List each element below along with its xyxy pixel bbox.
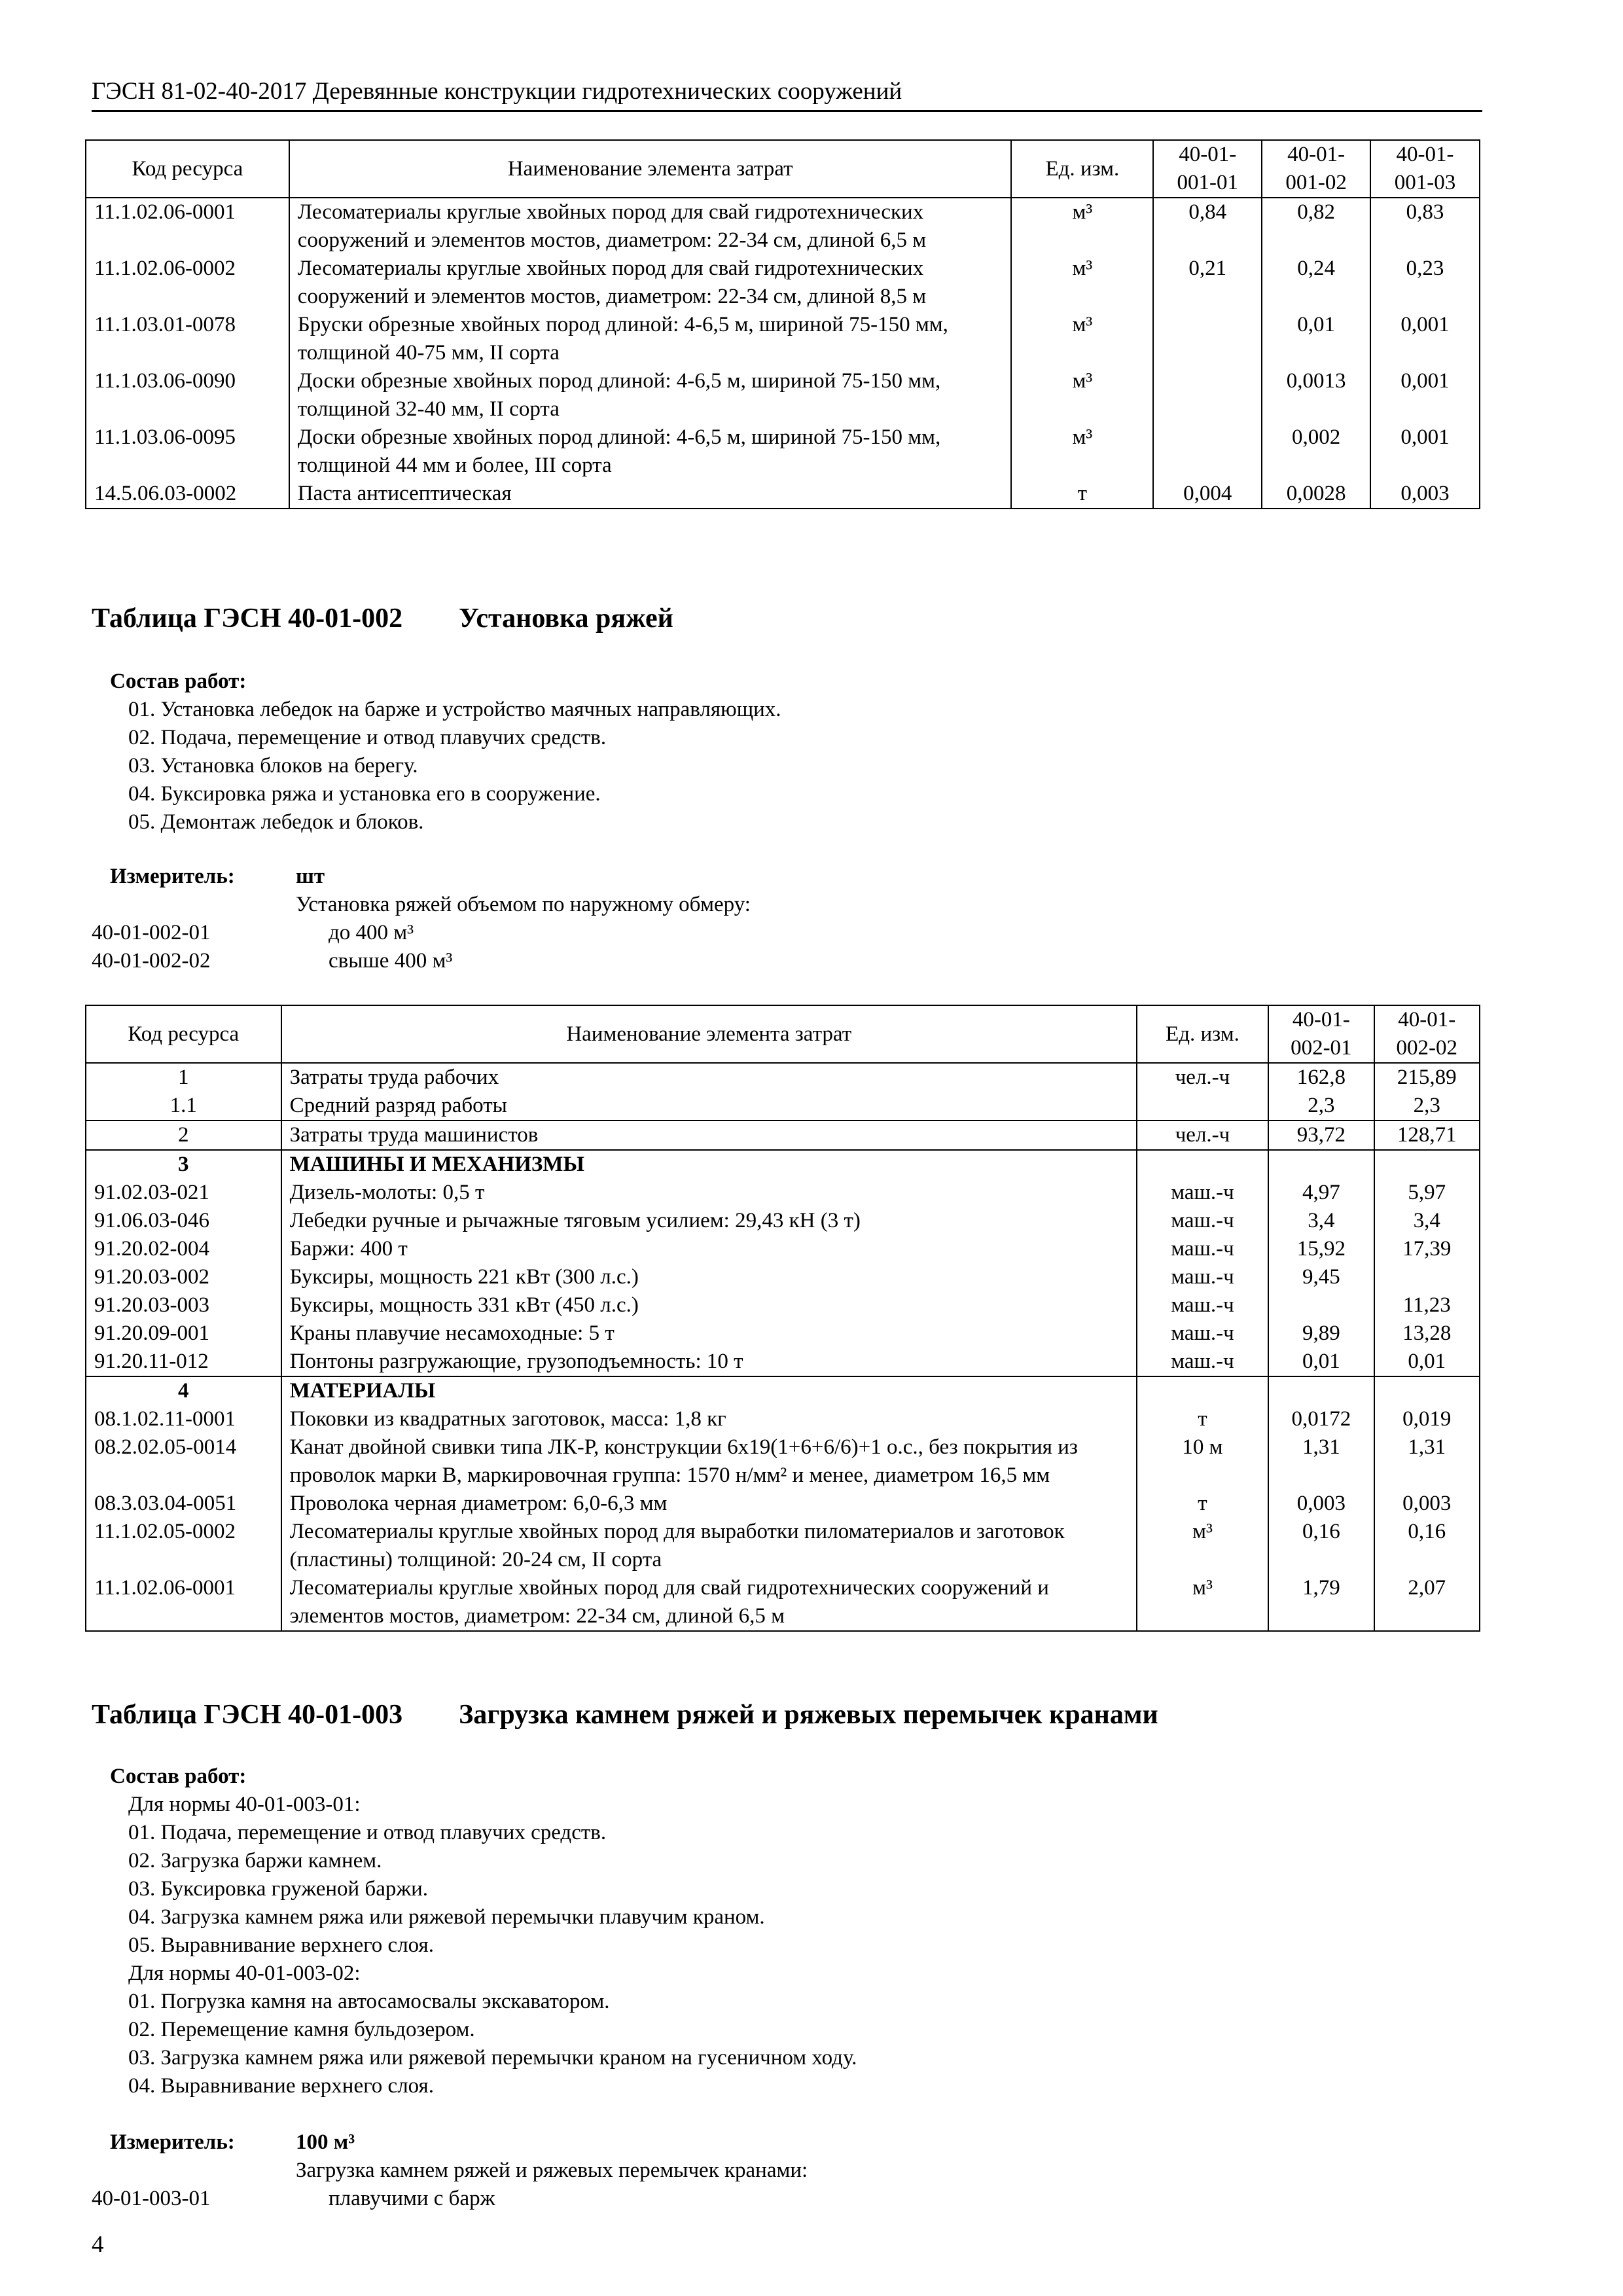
cell-value: 0,82 [1262,198,1370,255]
cell-code: 91.20.11-012 [86,1348,281,1376]
norm-line [92,919,1073,947]
cell-value: 0,019 [1374,1405,1480,1433]
cell-code: 08.2.02.05-0014 [86,1433,281,1490]
work-step: 05. Демонтаж лебедок и блоков. [128,810,424,834]
header-norm-col: 40-01- 002-02 [1374,1005,1480,1063]
work-step: 01. Подача, перемещение и отвод плавучих средств. [128,1821,607,1844]
meter-description: Загрузка камнем ряжей и ряжевых перемычек кранами: [296,2159,808,2182]
cell-code: 14.5.06.03-0002 [86,480,289,509]
cell-value: 0,004 [1153,480,1262,509]
cell-value: 5,97 [1374,1179,1480,1207]
table-row [86,1263,1480,1291]
cell-name: Доски обрезные хвойных пород длиной: 4-6,5 м, шириной 75-150 мм, толщиной 32-40 мм, II сорта [289,367,1012,423]
cell-code: 08.3.03.04-0051 [86,1490,281,1518]
cell-code: 91.06.03-046 [86,1207,281,1235]
cell-name: Буксиры, мощность 331 кВт (450 л.с.) [281,1291,1137,1319]
cell-value: 11,23 [1374,1291,1480,1319]
header-norm-col: 40-01- 001-01 [1153,140,1262,198]
row-group [86,1063,1480,1121]
cell-code: 11.1.03.01-0078 [86,311,289,367]
cell-code: 1 [86,1063,281,1092]
work-step: 04. Загрузка камнем ряжа или ряжевой перемычки плавучим краном. [128,1905,765,1929]
cell-unit: т [1011,480,1153,509]
cell-unit: маш.-ч [1137,1291,1268,1319]
cell-name: Дизель-молоты: 0,5 т [281,1179,1137,1207]
cell-value: 13,28 [1374,1319,1480,1348]
cell-unit: м³ [1137,1518,1268,1574]
work-step: 01. Погрузка камня на автосамосвалы экскаватором. [128,1990,610,2013]
cell-value: 1,31 [1374,1433,1480,1490]
table-row [86,1063,1480,1092]
cell-value: 93,72 [1268,1121,1374,1150]
cell-name: Лесоматериалы круглые хвойных пород для свай гидротехнических сооружений и элементов мостов, диаметром: 22-34 см, длиной 6,5 м [289,198,1012,255]
norm-text: свыше 400 м³ [329,949,453,973]
works-title: Состав работ: [110,670,247,693]
cell-value: 0,003 [1370,480,1480,509]
cell-value: 0,001 [1370,367,1480,423]
cell-name: Лесоматериалы круглые хвойных пород для свай гидротехнических сооружений и элементов мостов, диаметром: 22-34 см, длиной 6,5 м [281,1574,1137,1631]
cell-unit: маш.-ч [1137,1179,1268,1207]
page-header: ГЭСН 81-02-40-2017 Деревянные конструкции гидротехнических сооружений [92,77,1482,112]
meter-description: Установка ряжей объемом по наружному обмеру: [296,893,751,916]
row-group [86,1376,1480,1631]
cell-value: 0,003 [1268,1490,1374,1518]
meter-value: шт [296,865,325,888]
table-row [86,423,1480,480]
table-row [86,1376,1480,1405]
cell-value: 1,79 [1268,1574,1374,1631]
table-row [86,1518,1480,1574]
table-header-row [86,1005,1480,1063]
table-row [86,1121,1480,1150]
works-list-002 [110,668,781,836]
cell-code: 4 [86,1376,281,1405]
meter-label: Измеритель: [110,865,235,888]
cell-value: 15,92 [1268,1235,1374,1263]
cell-value: 9,89 [1268,1319,1374,1348]
cell-unit: маш.-ч [1137,1235,1268,1263]
cell-value: 3,4 [1268,1207,1374,1235]
norm-text: до 400 м³ [329,921,414,944]
table-label: Таблица ГЭСН 40-01-002 [92,603,403,634]
cell-name: Затраты труда машинистов [281,1121,1137,1150]
meter-label: Измеритель: [110,2130,235,2154]
cell-code: 1.1 [86,1092,281,1121]
table-row [86,1490,1480,1518]
work-step: Для нормы 40-01-003-02: [128,1962,361,1985]
header-code: Код ресурса [86,1005,281,1063]
work-step: 02. Загрузка баржи камнем. [128,1849,382,1873]
cell-code: 3 [86,1150,281,1179]
cell-value [1268,1376,1374,1405]
cell-value: 0,16 [1268,1518,1374,1574]
table-row [86,255,1480,311]
table-header-row [86,140,1480,198]
cell-value: 17,39 [1374,1235,1480,1263]
cell-value: 0,01 [1262,311,1370,367]
cell-value [1374,1263,1480,1291]
cell-value: 0,21 [1153,255,1262,311]
cell-name: Баржи: 400 т [281,1235,1137,1263]
table-row [86,1291,1480,1319]
cell-value: 0,01 [1268,1348,1374,1376]
cell-code: 91.20.02-004 [86,1235,281,1263]
resource-table-002 [85,1005,1480,1632]
cell-value [1374,1376,1480,1405]
cell-unit: м³ [1011,423,1153,480]
cell-name: МАШИНЫ И МЕХАНИЗМЫ [281,1150,1137,1179]
work-step: 03. Установка блоков на берегу. [128,754,418,778]
cell-unit: 10 м [1137,1433,1268,1490]
table-title-002 [92,602,673,635]
cell-name: Паста антисептическая [289,480,1012,509]
cell-value: 162,8 [1268,1063,1374,1092]
cell-value: 3,4 [1374,1207,1480,1235]
cell-unit: маш.-ч [1137,1348,1268,1376]
cell-value: 0,001 [1370,423,1480,480]
table-row [86,1150,1480,1179]
table-row [86,480,1480,509]
work-step: 02. Подача, перемещение и отвод плавучих средств. [128,726,607,749]
cell-value: 0,0172 [1268,1405,1374,1433]
meter-block-003 [92,2128,1073,2213]
header-unit: Ед. изм. [1137,1005,1268,1063]
cell-value [1153,367,1262,423]
row-group [86,1121,1480,1150]
cell-value [1153,311,1262,367]
work-step: Для нормы 40-01-003-01: [128,1793,361,1816]
cell-value [1268,1291,1374,1319]
cell-unit: м³ [1011,198,1153,255]
norm-text: плавучими с барж [329,2187,495,2210]
cell-name: Бруски обрезные хвойных пород длиной: 4-6,5 м, шириной 75-150 мм, толщиной 40-75 мм, II сорта [289,311,1012,367]
cell-name: МАТЕРИАЛЫ [281,1376,1137,1405]
cell-value: 0,23 [1370,255,1480,311]
cell-value [1268,1150,1374,1179]
cell-name: Затраты труда рабочих [281,1063,1137,1092]
cell-unit: м³ [1011,255,1153,311]
cell-code: 91.20.03-003 [86,1291,281,1319]
meter-value: 100 м³ [296,2130,355,2154]
works-list-003 [110,1763,857,2100]
cell-name: Средний разряд работы [281,1092,1137,1121]
header-norm-col: 40-01- 002-01 [1268,1005,1374,1063]
cell-unit [1137,1092,1268,1121]
cell-value: 0,24 [1262,255,1370,311]
cell-value: 1,31 [1268,1433,1374,1490]
cell-name: Канат двойной свивки типа ЛК-Р, конструкции 6х19(1+6+6/6)+1 о.с., без покрытия из проволок марки В, маркировочная группа: 1570 н/мм² и менее, диаметром 16,5 мм [281,1433,1137,1490]
table-row [86,1433,1480,1490]
cell-code: 11.1.02.06-0001 [86,198,289,255]
cell-name: Лесоматериалы круглые хвойных пород для свай гидротехнических сооружений и элементов мостов, диаметром: 22-34 см, длиной 8,5 м [289,255,1012,311]
cell-name: Поковки из квадратных заготовок, масса: 1,8 кг [281,1405,1137,1433]
cell-value: 4,97 [1268,1179,1374,1207]
row-group [86,1150,1480,1376]
norm-code: 40-01-002-02 [92,949,211,973]
cell-value: 0,84 [1153,198,1262,255]
cell-unit: чел.-ч [1137,1121,1268,1150]
table-row [86,1574,1480,1631]
cell-code: 11.1.02.06-0002 [86,255,289,311]
table-row [86,1207,1480,1235]
cell-unit: т [1137,1405,1268,1433]
cell-value: 128,71 [1374,1121,1480,1150]
table-name: Загрузка камнем ряжей и ряжевых перемычек кранами [459,1700,1158,1730]
work-step: 03. Буксировка груженой баржи. [128,1877,429,1901]
cell-code: 91.20.09-001 [86,1319,281,1348]
work-step: 02. Перемещение камня бульдозером. [128,2018,475,2041]
cell-value: 0,002 [1262,423,1370,480]
cell-unit: м³ [1137,1574,1268,1631]
cell-value: 0,16 [1374,1518,1480,1574]
table-row [86,1405,1480,1433]
meter-block-002 [92,863,1073,975]
cell-unit: м³ [1011,311,1153,367]
cell-value: 0,001 [1370,311,1480,367]
cell-unit: маш.-ч [1137,1319,1268,1348]
work-step: 04. Выравнивание верхнего слоя. [128,2074,434,2098]
cell-value: 0,83 [1370,198,1480,255]
cell-code: 11.1.03.06-0090 [86,367,289,423]
norm-line [92,947,1073,975]
cell-code: 91.20.03-002 [86,1263,281,1291]
cell-code: 91.02.03-021 [86,1179,281,1207]
table-row [86,367,1480,423]
cell-value: 9,45 [1268,1263,1374,1291]
header-norm-col: 40-01- 001-02 [1262,140,1370,198]
cell-code: 2 [86,1121,281,1150]
cell-value [1153,423,1262,480]
cell-unit: м³ [1011,367,1153,423]
norm-code: 40-01-002-01 [92,921,211,944]
table-row [86,311,1480,367]
header-unit: Ед. изм. [1011,140,1153,198]
norm-code: 40-01-003-01 [92,2187,211,2210]
cell-code: 11.1.03.06-0095 [86,423,289,480]
header-code: Код ресурса [86,140,289,198]
work-step: 01. Установка лебедок на барже и устройство маячных направляющих. [128,698,781,721]
cell-value: 0,0013 [1262,367,1370,423]
cell-code: 11.1.02.06-0001 [86,1574,281,1631]
cell-unit: маш.-ч [1137,1207,1268,1235]
norm-line [92,2185,1073,2213]
table-title-003 [92,1698,1158,1731]
cell-value [1374,1150,1480,1179]
cell-value: 2,3 [1268,1092,1374,1121]
table-row [86,198,1480,255]
table-row [86,1179,1480,1207]
cell-unit: маш.-ч [1137,1263,1268,1291]
table-label: Таблица ГЭСН 40-01-003 [92,1700,403,1730]
cell-name: Лебедки ручные и рычажные тяговым усилием: 29,43 кН (3 т) [281,1207,1137,1235]
header-norm-col: 40-01- 001-03 [1370,140,1480,198]
cell-value: 0,003 [1374,1490,1480,1518]
table-name: Установка ряжей [459,603,673,634]
work-step: 05. Выравнивание верхнего слоя. [128,1933,434,1957]
cell-value: 0,0028 [1262,480,1370,509]
cell-name: Проволока черная диаметром: 6,0-6,3 мм [281,1490,1137,1518]
cell-value: 215,89 [1374,1063,1480,1092]
resource-table-001 [85,139,1480,509]
cell-unit: чел.-ч [1137,1063,1268,1092]
page-number: 4 [92,2231,104,2258]
cell-code: 11.1.02.05-0002 [86,1518,281,1574]
table-row [86,1092,1480,1121]
cell-unit [1137,1150,1268,1179]
cell-name: Доски обрезные хвойных пород длиной: 4-6,5 м, шириной 75-150 мм, толщиной 44 мм и более, III сорта [289,423,1012,480]
header-name: Наименование элемента затрат [281,1005,1137,1063]
table-row [86,1319,1480,1348]
header-name: Наименование элемента затрат [289,140,1012,198]
cell-value: 0,01 [1374,1348,1480,1376]
table-row [86,1235,1480,1263]
cell-value: 2,3 [1374,1092,1480,1121]
cell-name: Краны плавучие несамоходные: 5 т [281,1319,1137,1348]
cell-code: 08.1.02.11-0001 [86,1405,281,1433]
cell-unit [1137,1376,1268,1405]
cell-name: Буксиры, мощность 221 кВт (300 л.с.) [281,1263,1137,1291]
works-title: Состав работ: [110,1765,247,1788]
cell-value: 2,07 [1374,1574,1480,1631]
cell-name: Понтоны разгружающие, грузоподъемность: 10 т [281,1348,1137,1376]
work-step: 03. Загрузка камнем ряжа или ряжевой перемычки краном на гусеничном ходу. [128,2046,857,2070]
table-row [86,1348,1480,1376]
cell-name: Лесоматериалы круглые хвойных пород для выработки пиломатериалов и заготовок (пластины) толщиной: 20-24 см, II сорта [281,1518,1137,1574]
cell-unit: т [1137,1490,1268,1518]
work-step: 04. Буксировка ряжа и установка его в сооружение. [128,782,601,806]
